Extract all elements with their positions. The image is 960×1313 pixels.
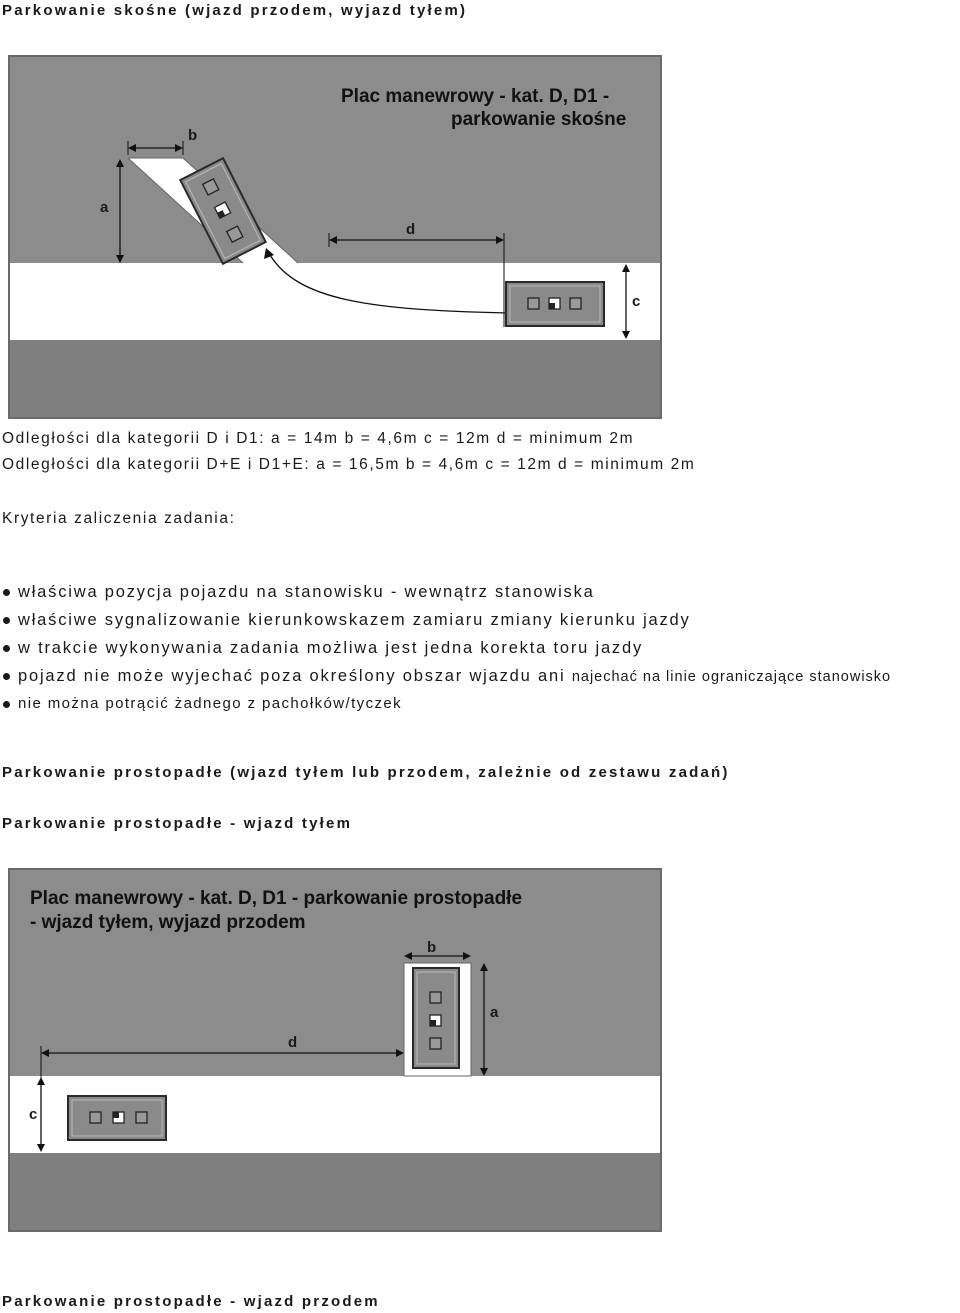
diagram-title-line2: parkowanie skośne bbox=[451, 109, 627, 130]
criteria-item: nie można potrącić żadnego z pachołków/tyczek bbox=[2, 690, 891, 718]
criteria-item: właściwe sygnalizowanie kierunkowskazem zamiaru zmiany kierunku jazdy bbox=[2, 606, 891, 634]
label-c: c bbox=[632, 293, 641, 310]
diagram-title-line2: - wjazd tyłem, wyjazd przodem bbox=[30, 912, 306, 933]
criteria-item bbox=[2, 662, 891, 690]
criteria-item: właściwa pozycja pojazdu na stanowisku - wewnątrz stanowiska bbox=[2, 578, 891, 606]
criteria-heading: Kryteria zaliczenia zadania: bbox=[2, 510, 236, 527]
section-title-perpendicular-reverse: Parkowanie prostopadłe - wjazd tyłem bbox=[2, 815, 353, 832]
section-title-angled-parking: Parkowanie skośne (wjazd przodem, wyjazd tyłem) bbox=[2, 2, 468, 19]
bus-in-lane bbox=[506, 282, 604, 326]
label-a: a bbox=[100, 199, 109, 216]
label-c: c bbox=[29, 1106, 38, 1123]
distances-d-d1: Odległości dla kategorii D i D1: a = 14m b = 4,6m c = 12m d = minimum 2m bbox=[2, 430, 635, 447]
label-b: b bbox=[427, 939, 437, 956]
label-b: b bbox=[188, 127, 198, 144]
distances-de-d1e: Odległości dla kategorii D+E i D1+E: a = 16,5m b = 4,6m c = 12m d = minimum 2m bbox=[2, 456, 696, 473]
label-a: a bbox=[490, 1004, 499, 1021]
diagram-title-line1: Plac manewrowy - kat. D, D1 - bbox=[341, 86, 610, 107]
diagram-angled-parking bbox=[8, 55, 663, 420]
diagram-perpendicular-parking-svg bbox=[8, 868, 663, 1233]
criteria-item: w trakcie wykonywania zadania możliwa jest jedna korekta toru jazdy bbox=[2, 634, 891, 662]
diagram-title-line1: Plac manewrowy - kat. D, D1 - parkowanie prostopadłe bbox=[30, 888, 523, 909]
diagram-angled-parking-svg bbox=[8, 55, 663, 420]
criteria-item-tail: najechać na linie ograniczające stanowisko bbox=[571, 669, 892, 685]
section-title-perpendicular-forward: Parkowanie prostopadłe - wjazd przodem bbox=[2, 1293, 380, 1310]
criteria-list bbox=[2, 578, 891, 718]
label-d: d bbox=[288, 1034, 298, 1051]
section-title-perpendicular: Parkowanie prostopadłe (wjazd tyłem lub przodem, zależnie od zestawu zadań) bbox=[2, 764, 730, 781]
label-d: d bbox=[406, 221, 416, 238]
diagram-perpendicular-parking bbox=[8, 868, 663, 1233]
criteria-item-text: pojazd nie może wyjechać poza określony obszar wjazdu ani bbox=[18, 667, 566, 685]
bus-in-bay bbox=[413, 968, 459, 1068]
bus-in-lane bbox=[68, 1096, 166, 1140]
